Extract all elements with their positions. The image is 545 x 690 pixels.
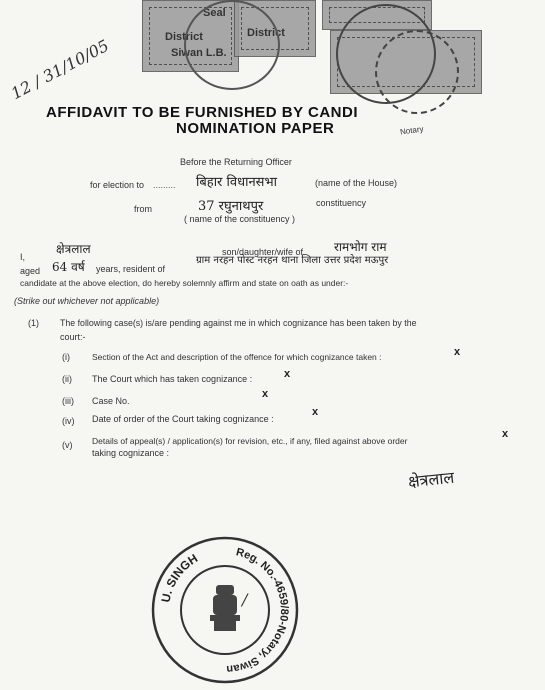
notary-seal: [150, 535, 300, 685]
stamp-text-district-2: District: [247, 27, 285, 39]
subitem-5-text: Details of appeal(s) / application(s) for revision, etc., if any, filed against above order: [92, 436, 408, 446]
son-daughter-wife-label: son/daughter/wife of: [222, 247, 304, 257]
declarant-prefix: I,: [20, 252, 26, 262]
margin-date-note: 12 / 31/10/05: [7, 35, 112, 104]
notary-seal-graphic: [150, 535, 300, 685]
subitem-2-cross: x: [284, 368, 291, 380]
election-name-handwritten: बिहार विधानसभा: [196, 175, 277, 190]
page-title: AFFIDAVIT TO BE FURNISHED BY CANDI: [46, 104, 359, 121]
deponent-signature: क्षेत्रलाल: [407, 467, 456, 492]
stamp-text-district: District: [165, 31, 203, 43]
subitem-2-number: (ii): [62, 374, 72, 384]
for-election-label: for election to: [90, 180, 145, 190]
stamp-text-seal: Seal: [203, 7, 226, 19]
subitem-3-number: (iii): [62, 396, 74, 406]
subitem-1-cross: x: [454, 346, 461, 358]
election-dots: .........: [153, 180, 176, 190]
subitem-1-number: (i): [62, 352, 70, 362]
subitem-5-text-cont: taking cognizance :: [92, 448, 170, 458]
before-returning-officer: Before the Returning Officer: [180, 157, 292, 167]
subitem-5-number: (v): [62, 440, 73, 450]
svg-text:U. SINGH: [158, 551, 200, 603]
national-emblem-icon: [210, 585, 240, 631]
father-name-handwritten: रामभोग राम: [334, 240, 387, 254]
stamp-text-siwan: Siwan L.B.: [171, 47, 227, 59]
subitem-4-cross: x: [312, 406, 319, 418]
years-resident-label: years, resident of: [96, 264, 166, 274]
item-1-text-court: court:-: [60, 332, 86, 342]
candidate-declaration: candidate at the above election, do hereby solemnly affirm and state on oath as under:-: [20, 278, 349, 288]
subitem-3-text: Case No.: [92, 396, 130, 406]
notary-seal-name: U. SINGH: [158, 551, 201, 604]
name-of-house: (name of the House): [315, 178, 398, 188]
seal-overprint-1: [184, 0, 280, 90]
item-1-number: (1): [28, 318, 39, 328]
subitem-4-number: (iv): [62, 416, 75, 426]
seal-overprint-3: [375, 30, 459, 114]
page-subtitle: NOMINATION PAPER: [176, 120, 335, 137]
subitem-3-cross: x: [262, 388, 269, 400]
address-handwritten: ग्राम नरहन पोस्ट नरहन थाना जिला उत्तर प्रदेश मऊपुर: [196, 255, 389, 266]
strike-out-note: (Strike out whichever not applicable): [14, 296, 160, 306]
constituency-handwritten: 37 रघुनाथपुर: [198, 199, 264, 214]
declarant-name-handwritten: क्षेत्रलाल: [56, 242, 91, 256]
aged-label: aged: [20, 266, 41, 276]
constituency-label: constituency: [316, 198, 367, 208]
subitem-1-text: Section of the Act and description of the offence for which cognizance taken :: [92, 352, 382, 362]
from-label: from: [134, 204, 152, 214]
item-1-text: The following case(s) is/are pending against me in which cognizance has been taken by the: [60, 318, 417, 328]
subitem-4-text: Date of order of the Court taking cognizance :: [92, 414, 274, 424]
notary-seal-reg: Reg. No.-4659/80-Notary, Siwan: [225, 546, 291, 676]
seal-overlay-scribble: /: [242, 590, 248, 609]
age-handwritten: 64 वर्ष: [52, 260, 85, 274]
notary-overprint-text: Notary: [399, 124, 425, 137]
name-of-constituency: ( name of the constituency ): [184, 214, 296, 224]
subitem-2-text: The Court which has taken cognizance :: [92, 374, 253, 384]
subitem-5-cross: x: [502, 428, 509, 440]
